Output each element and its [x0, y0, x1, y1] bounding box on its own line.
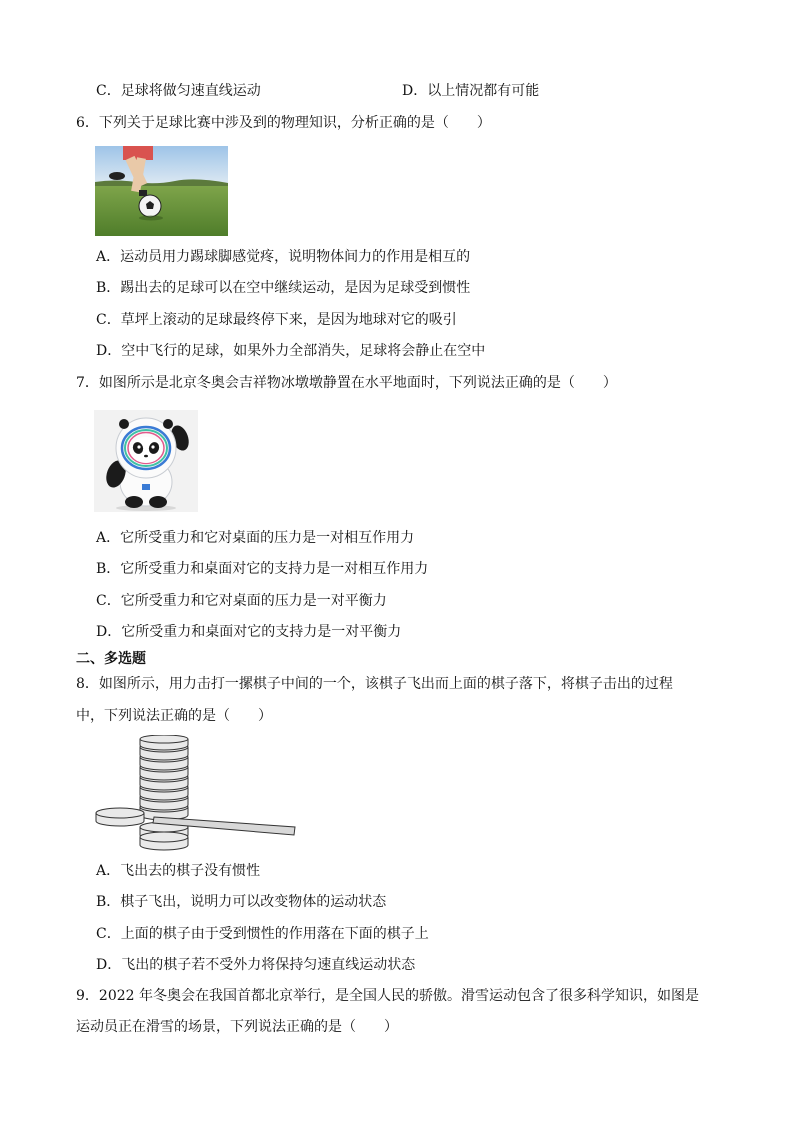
- checker-stack-image: [94, 735, 298, 853]
- question-9-stem-line-1: 9．2022 年冬奥会在我国首都北京举行，是全国人民的骄傲。滑雪运动包含了很多科学知识，如图是: [76, 988, 699, 1004]
- section-title-multiple-choice: 二、多选题: [76, 651, 146, 667]
- question-7-option-b: B．它所受重力和桌面对它的支持力是一对相互作用力: [96, 561, 429, 577]
- soccer-kick-photo: [95, 146, 228, 236]
- soccer-kick-image: [95, 146, 228, 236]
- prev-option-c: C．足球将做匀速直线运动: [96, 83, 261, 99]
- question-7-stem: 7．如图所示是北京冬奥会吉祥物冰墩墩静置在水平地面时，下列说法正确的是（ ）: [76, 375, 617, 391]
- question-8-option-a: A．飞出去的棋子没有惯性: [96, 863, 261, 879]
- question-7-option-d: D．它所受重力和桌面对它的支持力是一对平衡力: [96, 624, 402, 640]
- question-9-stem-line-2: 运动员正在滑雪的场景，下列说法正确的是（ ）: [76, 1019, 398, 1035]
- question-8-stem-line-2: 中，下列说法正确的是（ ）: [76, 708, 272, 724]
- question-7-option-c: C．它所受重力和它对桌面的压力是一对平衡力: [96, 593, 387, 609]
- question-6-option-d: D．空中飞行的足球，如果外力全部消失，足球将会静止在空中: [96, 343, 486, 359]
- bing-dwen-dwen-photo: [94, 410, 198, 512]
- question-8-option-d: D．飞出的棋子若不受外力将保持匀速直线运动状态: [96, 957, 416, 973]
- question-6-option-c: C．草坪上滚动的足球最终停下来，是因为地球对它的吸引: [96, 312, 457, 328]
- prev-option-d: D．以上情况都有可能: [402, 83, 540, 99]
- bing-dwen-dwen-image: [94, 410, 198, 512]
- question-6-stem: 6．下列关于足球比赛中涉及到的物理知识，分析正确的是（ ）: [76, 115, 491, 131]
- question-7-option-a: A．它所受重力和它对桌面的压力是一对相互作用力: [96, 530, 415, 546]
- question-8-option-c: C．上面的棋子由于受到惯性的作用落在下面的棋子上: [96, 926, 429, 942]
- question-8-option-b: B．棋子飞出，说明力可以改变物体的运动状态: [96, 894, 387, 910]
- checker-stack-diagram: [94, 735, 298, 853]
- question-8-stem-line-1: 8．如图所示，用力击打一摞棋子中间的一个，该棋子飞出而上面的棋子落下，将棋子击出的过程: [76, 676, 673, 692]
- question-6-option-a: A．运动员用力踢球脚感觉疼，说明物体间力的作用是相互的: [96, 249, 471, 265]
- question-6-option-b: B．踢出去的足球可以在空中继续运动，是因为足球受到惯性: [96, 280, 471, 296]
